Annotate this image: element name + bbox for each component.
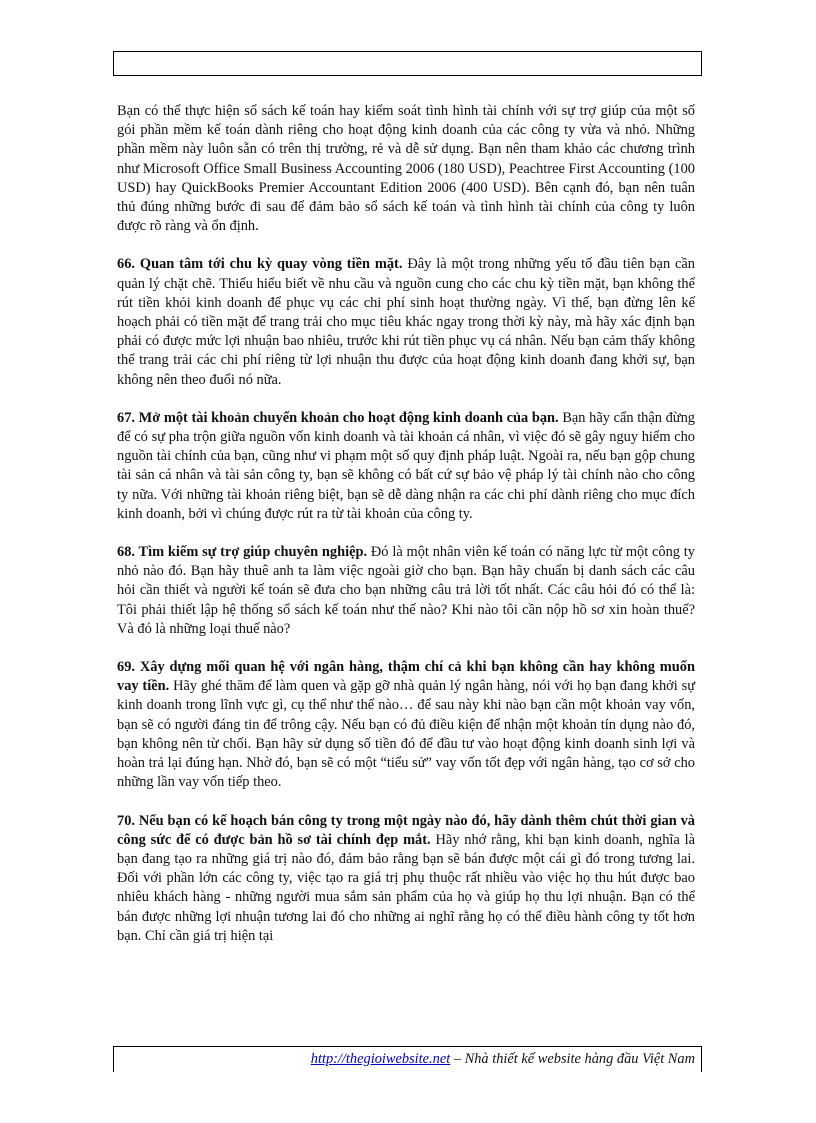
footer-tagline: – Nhà thiết kế website hàng đầu Việt Nam [450, 1051, 695, 1067]
section-text: Hãy ghé thăm để làm quen và gặp gỡ nhà quản lý ngân hàng, nói với họ bạn đang khởi sự kinh doanh trong lĩnh vực gì, cụ thể như thế nào… để sau này khi nào bạn cần một khoản vay vốn, bạn sẽ có người đáng tin để trông cậy. Nếu bạn có đủ điều kiện để nhận một khoản tín dụng nào đó, bạn không nên từ chối. Bạn hãy sử dụng số tiền đó để đầu tư vào hoạt động kinh doanh sinh lợi và hoàn trả lại đúng hạn. Nhờ đó, bạn sẽ có một “tiểu sử” vay vốn tốt đẹp với ngân hàng, tạo cơ sở cho những lần vay vốn tiếp theo. [117, 678, 695, 791]
section-66 [117, 255, 695, 389]
page-footer [113, 1046, 702, 1072]
document-body [117, 102, 695, 946]
section-70 [117, 812, 695, 946]
page-header-box [113, 51, 702, 76]
section-heading: 66. Quan tâm tới chu kỳ quay vòng tiền mặt. [117, 256, 403, 273]
section-text: Đó là một nhân viên kế toán có năng lực từ một công ty nhỏ nào đó. Bạn hãy thuê anh ta làm việc ngoài giờ cho bạn. Bạn hãy chuẩn bị danh sách các câu hỏi cần thiết và người kế toán sẽ đưa cho bạn những câu trả lời tốt nhất. Các câu hỏi đó có thể là: Tôi phải thiết lập hệ thống sổ sách kế toán như thế nào? Khi nào tôi cần nộp hồ sơ xin hoàn thuế? Và đó là những loại thuế nào? [117, 544, 695, 637]
intro-paragraph: Bạn có thể thực hiện sổ sách kế toán hay kiểm soát tình hình tài chính với sự trợ giúp của một số gói phần mềm kế toán dành riêng cho hoạt động kinh doanh của các công ty vừa và nhỏ. Những phần mềm này luôn sẵn có trên thị trường, rẻ và dễ sử dụng. Bạn nên tham khảo các chương trình như Microsoft Office Small Business Accounting 2006 (180 USD), Peachtree First Accounting (100 USD) hay QuickBooks Premier Accountant Edition 2006 (400 USD). Bên cạnh đó, bạn nên tuân thủ đúng những bước đi sau để đảm bảo sổ sách kế toán và tình hình tài chính của công ty luôn được rõ ràng và ổn định. [117, 103, 695, 235]
section-text: Hãy nhớ rằng, khi bạn kinh doanh, nghĩa là bạn đang tạo ra những giá trị nào đó, đảm bảo rằng bạn sẽ bán được một cái gì đó trong tương lai. Đối với phần lớn các công ty, việc tạo ra giá trị phụ thuộc rất nhiều vào việc họ thu hút được bao nhiêu khách hàng - những người mua sắm sản phẩm của họ và giúp họ thu lợi nhuận. Bạn có thể bán được những lợi nhuận tương lai đó cho những ai nghĩ rằng họ có thể điều hành công ty tốt hơn bạn. Chỉ cần giá trị hiện tại [117, 831, 695, 944]
section-67 [117, 409, 695, 524]
website-link[interactable]: http://thegioiwebsite.net [310, 1051, 451, 1067]
section-heading: 69. Xây dựng mối quan hệ với ngân hàng, thậm chí cả khi bạn không cần hay không muốn vay tiền. [117, 659, 695, 695]
section-68 [117, 543, 695, 639]
section-heading: 68. Tìm kiếm sự trợ giúp chuyên nghiệp. [117, 544, 368, 561]
section-text: Bạn hãy cẩn thận đừng để có sự pha trộn giữa nguồn vốn kinh doanh và tài khoản cá nhân, vì việc đó sẽ gây nguy hiểm cho nguồn tài chính của bạn, cũng như vi phạm một số quy định pháp luật. Ngoài ra, nếu bạn gộp chung tài sản cá nhân và tài sản công ty, bạn sẽ không có bất cứ sự bảo vệ pháp lý tài chính nào cho công ty nữa. Với những tài khoản riêng biệt, bạn sẽ dễ dàng nhận ra các chi phí dành riêng cho mục đích kinh doanh, bởi vì chúng được rút ra từ tài khoản của công ty. [117, 409, 695, 522]
section-heading: 70. Nếu bạn có kế hoạch bán công ty trong một ngày nào đó, hãy dành thêm chút thời gian và công sức để có được bản hồ sơ tài chính đẹp mắt. [117, 812, 695, 848]
section-text: Đây là một trong những yếu tố đầu tiên bạn cần quản lý chặt chẽ. Thiếu hiểu biết về nhu cầu và nguồn cung cho các chu kỳ tiền mặt, bạn không thể rút tiền khỏi kinh doanh để phục vụ các chi phí sinh hoạt thường ngày. Vì thế, bạn đừng lên kế hoạch phải có tiền mặt để trang trải cho mục tiêu khác ngay trong thời kỳ này, mà hãy xác định bạn phải có được mức lợi nhuận bao nhiêu, trước khi rút tiền phục vụ cá nhân. Nếu bạn cảm thấy không thể trang trải các chi phí riêng từ lợi nhuận thu được của hoạt động kinh doanh đang khởi sự, bạn không nên theo đuổi nó nữa. [117, 256, 695, 388]
section-heading: 67. Mở một tài khoản chuyển khoản cho hoạt động kinh doanh của bạn. [117, 409, 559, 426]
section-69 [117, 658, 695, 792]
